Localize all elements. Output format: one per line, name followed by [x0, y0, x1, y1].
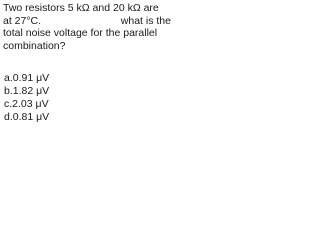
question-line-4: combination?	[3, 39, 66, 52]
question-line-2-right: what is the	[120, 14, 171, 27]
option-a[interactable]: a.0.91 μV	[4, 72, 50, 84]
answer-options	[4, 72, 49, 124]
question-text	[3, 2, 184, 52]
option-b[interactable]: b.1.82 μV	[4, 85, 50, 97]
option-c[interactable]: c.2.03 μV	[4, 98, 49, 110]
question-line-2-left: at 27°C.	[3, 14, 42, 27]
question-line-1: Two resistors 5 kΩ and 20 kΩ are	[3, 2, 159, 14]
question-line-3: total noise voltage for the parallel	[3, 27, 158, 39]
option-d[interactable]: d.0.81 μV	[4, 111, 50, 123]
question-line-2	[3, 15, 171, 28]
